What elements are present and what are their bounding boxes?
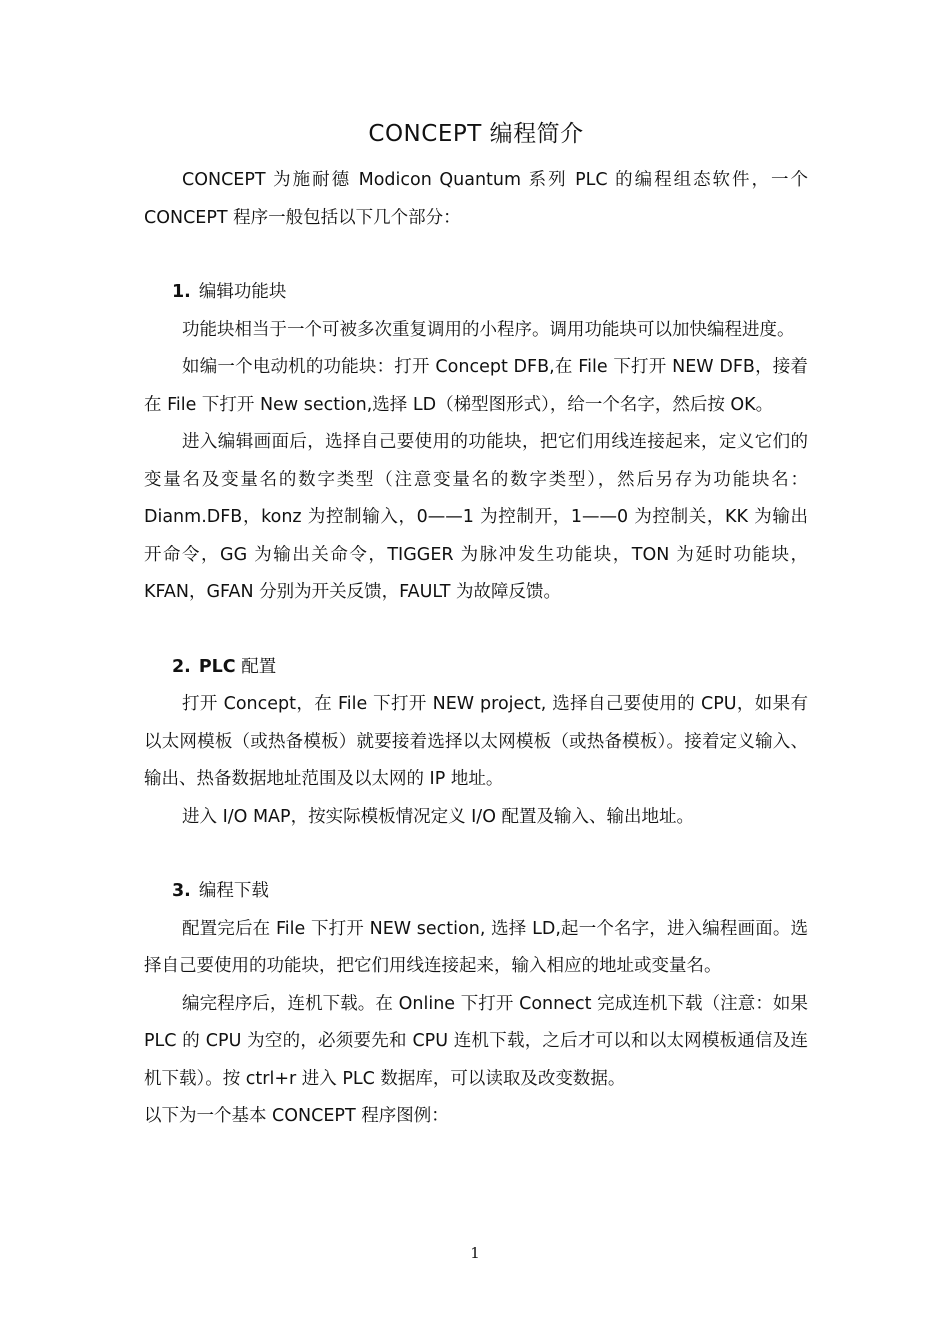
section-1-paragraph-3: 进入编辑画面后，选择自己要使用的功能块，把它们用线连接起来，定义它们的变量名及变量名的数字类型（注意变量名的数字类型），然后另存为功能块名：Dianm.DFB，konz 为控制输入，0——1 为控制开，1——0 为控制关，KK 为输出开命令，GG 为输出关命令，TIGGER 为脉冲发生功能块，TON 为延时功能块，KFAN，GFAN 分别为开关反馈，FAULT 为故障反馈。 bbox=[144, 432, 808, 602]
section-1-heading bbox=[144, 274, 808, 312]
section-2-heading bbox=[144, 649, 808, 687]
section-2-title-bold: PLC bbox=[198, 656, 236, 677]
section-3-title: 编程下载 bbox=[198, 881, 269, 901]
section-2-paragraph-2: 进入 I/O MAP，按实际模板情况定义 I/O 配置及输入、输出地址。 bbox=[182, 806, 695, 827]
section-1-paragraph-2: 如编一个电动机的功能块：打开 Concept DFB,在 File 下打开 NEW DFB，接着在 File 下打开 New section,选择 LD（梯型图形式），给一个名字，然后按 OK。 bbox=[144, 357, 808, 415]
document-body bbox=[144, 112, 808, 1136]
page-number: 1 bbox=[470, 1244, 480, 1262]
section-2-number: 2. bbox=[172, 656, 191, 677]
document-title: CONCEPT 编程简介 bbox=[368, 121, 584, 147]
section-3-paragraph-2: 编完程序后，连机下载。在 Online 下打开 Connect 完成连机下载（注意：如果 PLC 的 CPU 为空的，必须要先和 CPU 连机下载，之后才可以和以太网模板通信及连机下载）。按 ctrl+r 进入 PLC 数据库，可以读取及改变数据。 bbox=[144, 993, 808, 1089]
section-3-heading bbox=[144, 873, 808, 911]
section-1-title: 编辑功能块 bbox=[198, 282, 287, 302]
section-2-paragraph-1: 打开 Concept，在 File 下打开 NEW project, 选择自己要使用的 CPU，如果有以太网模板（或热备模板）就要接着选择以太网模板（或热备模板）。接着定义输入、输出、热备数据地址范围及以太网的 IP 地址。 bbox=[144, 694, 808, 789]
section-1-paragraph-1: 功能块相当于一个可被多次重复调用的小程序。调用功能块可以加快编程进度。 bbox=[182, 319, 795, 340]
section-3-number: 3. bbox=[172, 881, 191, 901]
section-3-closing-line: 以下为一个基本 CONCEPT 程序图例： bbox=[144, 1106, 449, 1126]
intro-paragraph: CONCEPT 为施耐德 Modicon Quantum 系列 PLC 的编程组态软件，一个CONCEPT 程序一般包括以下几个部分： bbox=[144, 170, 808, 228]
section-2-title: 配置 bbox=[241, 656, 277, 677]
section-1-number: 1. bbox=[172, 282, 191, 302]
section-3-paragraph-1: 配置完后在 File 下打开 NEW section, 选择 LD,起一个名字，进入编程画面。选择自己要使用的功能块，把它们用线连接起来，输入相应的地址或变量名。 bbox=[144, 918, 808, 976]
